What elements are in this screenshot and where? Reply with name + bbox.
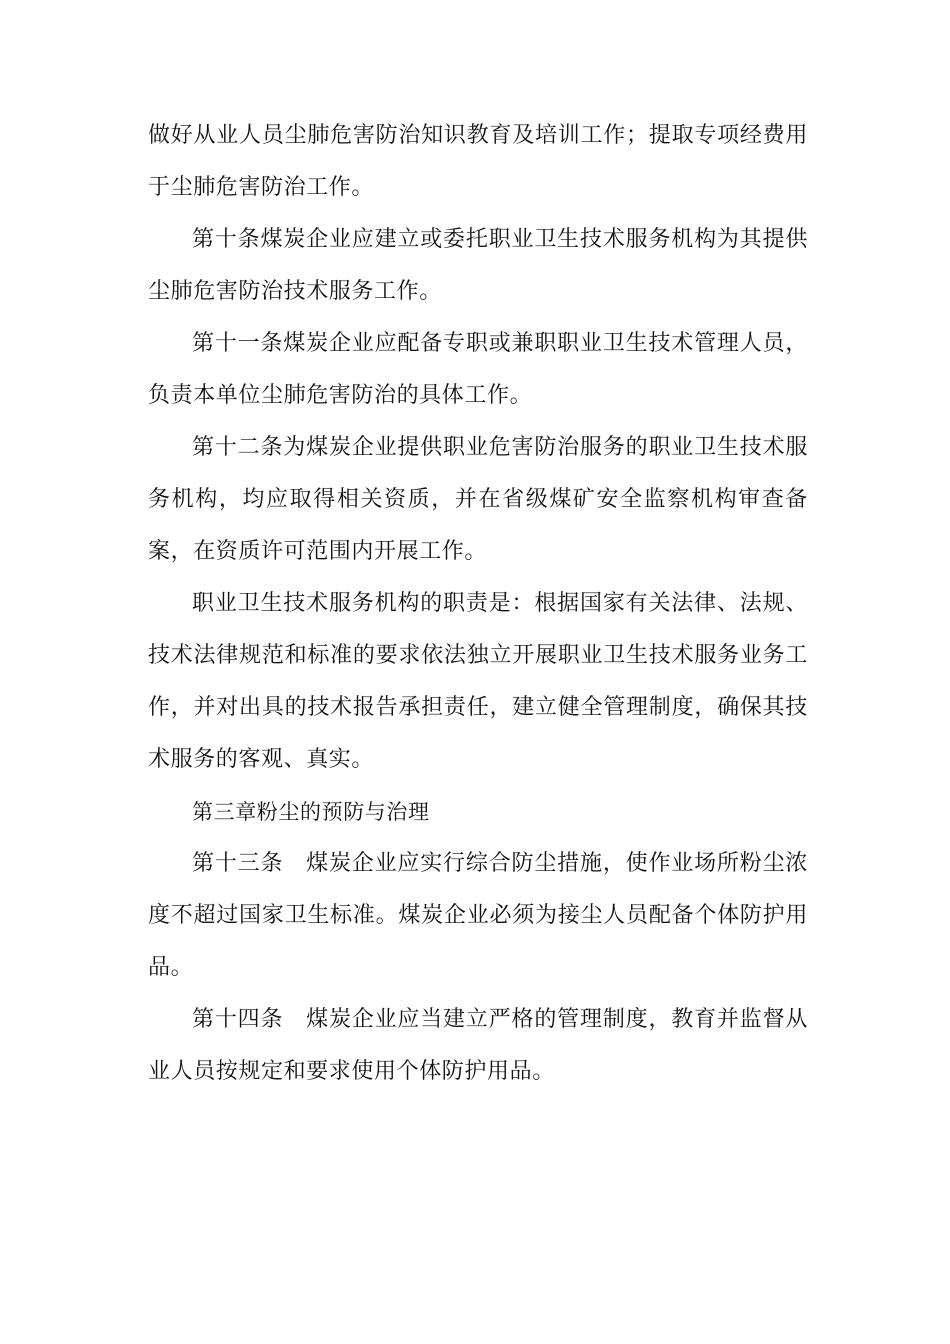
paragraph-article-14: 第十四条 煤炭企业应当建立严格的管理制度，教育并监督从业人员按规定和要求使用个体防护用品。 xyxy=(148,1007,808,1084)
paragraph-article-10: 第十条煤炭企业应建立或委托职业卫生技术服务机构为其提供尘肺危害防治技术服务工作。 xyxy=(148,227,808,304)
paragraph-article-12: 第十二条为煤炭企业提供职业危害防治服务的职业卫生技术服务机构，均应取得相关资质，并在省级煤矿安全监察机构审查备案，在资质许可范围内开展工作。 xyxy=(148,435,808,564)
paragraph-article-13: 第十三条 煤炭企业应实行综合防尘措施，使作业场所粉尘浓度不超过国家卫生标准。煤炭企业必须为接尘人员配备个体防护用品。 xyxy=(148,851,808,980)
paragraph-service-duties: 职业卫生技术服务机构的职责是：根据国家有关法律、法规、技术法律规范和标准的要求依法独立开展职业卫生技术服务业务工作，并对出具的技术报告承担责任，建立健全管理制度，确保其技术服务的客观、真实。 xyxy=(148,591,808,772)
paragraph-article-11: 第十一条煤炭企业应配备专职或兼职职业卫生技术管理人员，负责本单位尘肺危害防治的具体工作。 xyxy=(148,331,808,408)
paragraph-continuation: 做好从业人员尘肺危害防治知识教育及培训工作；提取专项经费用于尘肺危害防治工作。 xyxy=(148,123,808,200)
chapter-heading: 第三章粉尘的预防与治理 xyxy=(192,800,430,824)
